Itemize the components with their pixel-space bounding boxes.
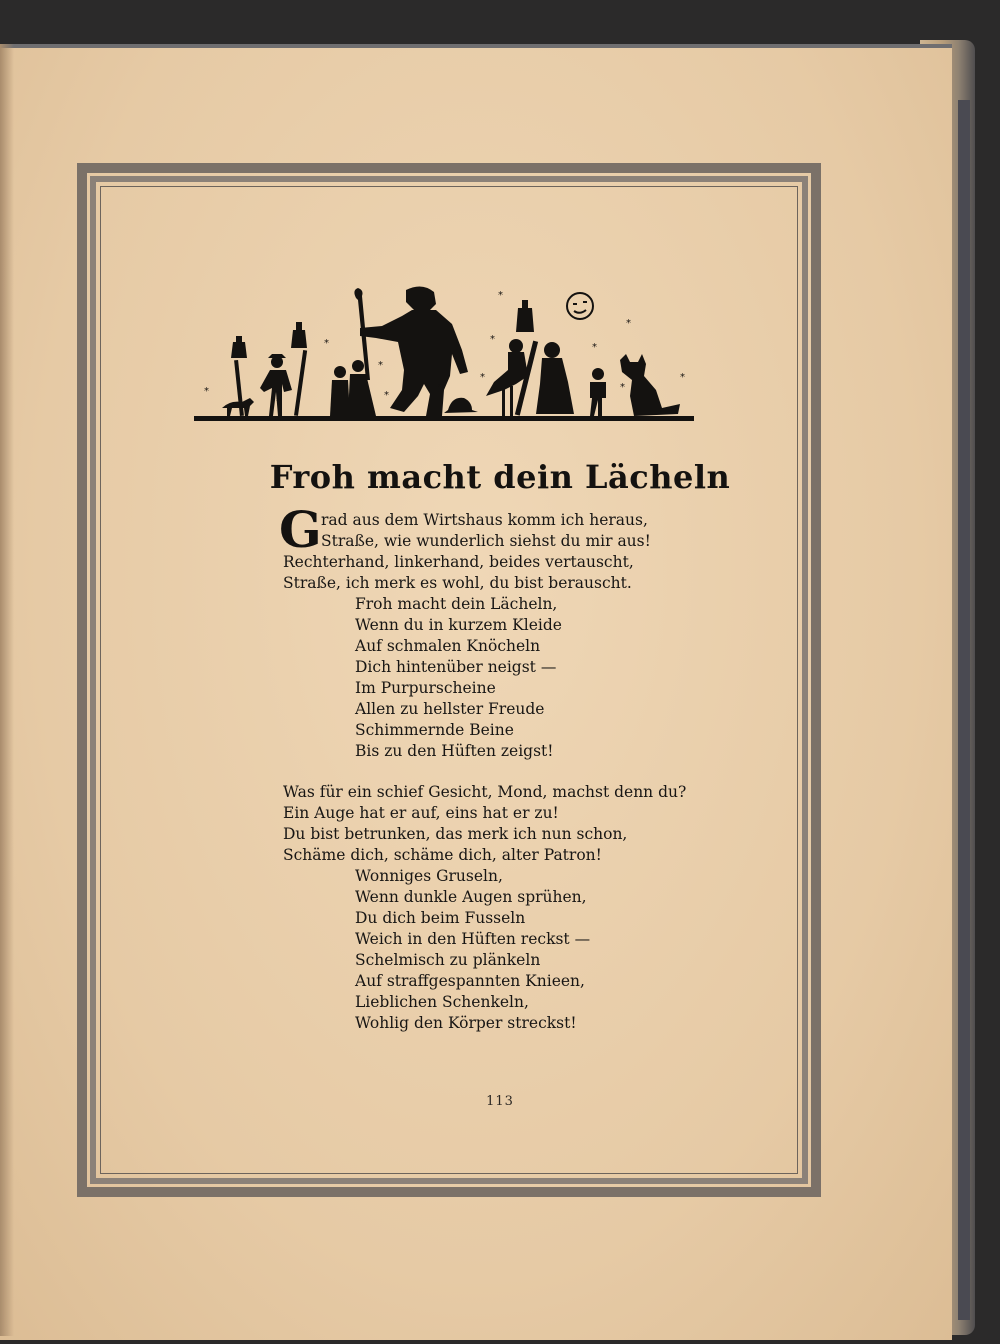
refrain-line: Wonniges Gruseln, (355, 867, 503, 885)
small-boy-silhouette (590, 368, 606, 416)
svg-text:*: * (490, 334, 495, 345)
refrain-line: Auf straffgespannten Knieen, (355, 972, 585, 990)
svg-text:*: * (384, 390, 389, 401)
refrain-line: Froh macht dein Lächeln, (355, 595, 558, 613)
refrain-line: Auf schmalen Knöcheln (355, 637, 541, 655)
svg-text:*: * (680, 372, 685, 383)
poem-line: Straße, wie wunderlich siehst du mir aus! (321, 532, 651, 550)
sitting-animal-silhouette (620, 354, 680, 416)
refrain-line: Schimmernde Beine (355, 721, 514, 739)
lamp-post-middle (291, 322, 307, 416)
binding-shadow (0, 44, 14, 1336)
poem-line: Schäme dich, schäme dich, alter Patron! (283, 846, 602, 864)
poem-line: Rechterhand, linkerhand, beides vertauscht, (283, 553, 634, 571)
dog-silhouette (222, 398, 254, 416)
refrain-line: Schelmisch zu plänkeln (355, 951, 541, 969)
refrain-line: Wenn dunkle Augen sprühen, (355, 888, 587, 906)
poem-line: rad aus dem Wirtshaus komm ich heraus, (321, 511, 648, 529)
refrain-line: Du dich beim Fusseln (355, 909, 526, 927)
svg-text:*: * (276, 396, 281, 407)
poem-title: Froh macht dein Lächeln (269, 458, 731, 496)
poem-line: Du bist betrunken, das merk ich nun schon, (283, 825, 628, 843)
silhouette-vignette (190, 280, 700, 430)
refrain-line: Dich hintenüber neigst — (355, 658, 557, 676)
poem-body (279, 500, 753, 1034)
page-number: 113 (486, 1094, 514, 1109)
refrain-line: Wohlig den Körper streckst! (355, 1014, 577, 1032)
poem-line: Was für ein schief Gesicht, Mond, machst denn du? (283, 783, 687, 801)
refrain-line: Weich in den Hüften reckst — (355, 930, 591, 948)
svg-text:*: * (592, 342, 597, 353)
refrain-line: Im Purpurscheine (355, 679, 496, 697)
moon-face (567, 293, 593, 319)
svg-text:*: * (620, 382, 625, 393)
couple-silhouette (330, 360, 376, 416)
poem-line: Straße, ich merk es wohl, du bist berauscht. (283, 574, 632, 592)
poem-line: Ein Auge hat er auf, eins hat er zu! (283, 804, 559, 822)
svg-text:*: * (378, 360, 383, 371)
refrain-line: Allen zu hellster Freude (355, 700, 545, 718)
stanza-gap (283, 762, 753, 782)
svg-text:*: * (498, 290, 503, 301)
svg-text:*: * (438, 382, 443, 393)
ground-line (194, 416, 694, 421)
stanza-2 (283, 782, 753, 1034)
woman-silhouette (536, 342, 574, 414)
svg-text:*: * (626, 318, 631, 329)
svg-text:*: * (204, 386, 209, 397)
svg-text:*: * (324, 338, 329, 349)
refrain-line: Lieblichen Schenkeln, (355, 993, 529, 1011)
drop-cap-letter: G (279, 500, 322, 559)
refrain-line: Wenn du in kurzem Kleide (355, 616, 562, 634)
stanza-1 (283, 510, 753, 762)
svg-text:*: * (480, 372, 485, 383)
hat-silhouette (444, 398, 478, 413)
drunk-man-silhouette (354, 286, 468, 416)
refrain-line: Bis zu den Hüften zeigst! (355, 742, 554, 760)
